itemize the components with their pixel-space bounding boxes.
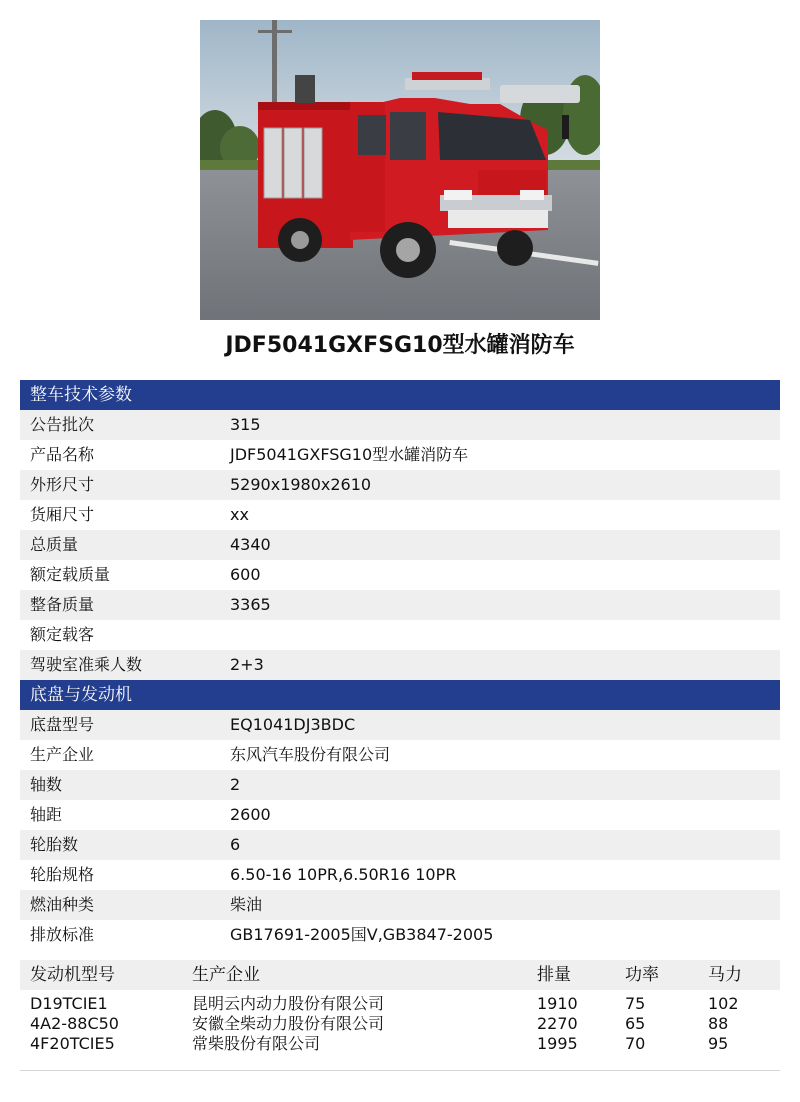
engine-displacement: 1910	[537, 994, 578, 1013]
spec-label: 产品名称	[30, 445, 95, 464]
spec-label: 外形尺寸	[30, 475, 95, 494]
spec-value: 东风汽车股份有限公司	[230, 745, 391, 764]
engine-header-model: 发动机型号	[30, 965, 115, 985]
engine-table-body	[20, 990, 780, 1054]
engine-header-maker: 生产企业	[192, 965, 260, 985]
engine-power: 75	[625, 994, 646, 1013]
section-header-chassis: 底盘与发动机	[20, 680, 780, 710]
engine-header-displacement: 排量	[537, 965, 571, 985]
spec-label: 额定载客	[30, 625, 95, 644]
engine-power: 65	[625, 1014, 646, 1033]
spec-value: 4340	[230, 535, 271, 554]
spec-row	[20, 470, 780, 500]
spec-value: GB17691-2005国Ⅴ,GB3847-2005	[230, 925, 494, 944]
spec-label: 总质量	[30, 535, 79, 554]
engine-header-horsepower: 马力	[708, 965, 742, 985]
spec-value: EQ1041DJ3BDC	[230, 715, 356, 734]
engine-horsepower: 88	[708, 1014, 729, 1033]
table-row	[20, 1034, 780, 1054]
spec-label: 整备质量	[30, 595, 95, 614]
spec-value: JDF5041GXFSG10型水罐消防车	[230, 445, 469, 464]
engine-maker: 昆明云内动力股份有限公司	[192, 994, 385, 1013]
spec-row	[20, 410, 780, 440]
spec-value: 315	[230, 415, 261, 434]
spec-value: 600	[230, 565, 261, 584]
section-header-vehicle: 整车技术参数	[20, 380, 780, 410]
spec-row	[20, 890, 780, 920]
spec-label: 驾驶室准乘人数	[30, 655, 143, 674]
spec-value: 6.50-16 10PR,6.50R16 10PR	[230, 865, 457, 884]
engine-maker: 常柴股份有限公司	[192, 1034, 321, 1053]
spec-row	[20, 620, 780, 650]
spec-label: 额定载质量	[30, 565, 111, 584]
spec-row	[20, 830, 780, 860]
engine-header-power: 功率	[625, 965, 659, 985]
engine-power: 70	[625, 1034, 646, 1053]
fire-truck-photo	[200, 20, 600, 320]
spec-label: 轮胎数	[30, 835, 79, 854]
spec-row	[20, 590, 780, 620]
spec-row	[20, 920, 780, 950]
spec-row	[20, 650, 780, 680]
spec-label: 公告批次	[30, 415, 95, 434]
engine-maker: 安徽全柴动力股份有限公司	[192, 1014, 385, 1033]
spec-row	[20, 530, 780, 560]
page-title: JDF5041GXFSG10型水罐消防车	[225, 333, 575, 358]
spec-label: 底盘型号	[30, 715, 95, 734]
spec-value: xx	[230, 505, 249, 524]
fire-truck-illustration	[200, 20, 600, 320]
engine-table	[20, 960, 780, 1071]
table-row	[20, 994, 780, 1014]
spec-row	[20, 500, 780, 530]
spec-label: 货厢尺寸	[30, 505, 95, 524]
spec-value: 3365	[230, 595, 271, 614]
spec-label: 轴距	[30, 805, 63, 824]
spec-value: 6	[230, 835, 241, 854]
spec-row	[20, 710, 780, 740]
spec-label: 燃油种类	[30, 895, 95, 914]
spec-value: 柴油	[230, 895, 263, 914]
engine-horsepower: 95	[708, 1034, 729, 1053]
engine-model: 4F20TCIE5	[30, 1034, 115, 1053]
spec-row	[20, 770, 780, 800]
spec-label: 轮胎规格	[30, 865, 95, 884]
engine-horsepower: 102	[708, 994, 739, 1013]
table-row	[20, 1014, 780, 1034]
spec-row	[20, 740, 780, 770]
spec-row	[20, 560, 780, 590]
engine-table-header	[20, 960, 780, 990]
spec-value: 2+3	[230, 655, 264, 674]
engine-displacement: 2270	[537, 1014, 578, 1033]
engine-model: D19TCIE1	[30, 994, 108, 1013]
spec-value: 2	[230, 775, 241, 794]
engine-model: 4A2-88C50	[30, 1014, 119, 1033]
spec-value: 2600	[230, 805, 271, 824]
spec-label: 生产企业	[30, 745, 95, 764]
spec-label: 轴数	[30, 775, 63, 794]
spec-row	[20, 440, 780, 470]
spec-row	[20, 800, 780, 830]
spec-table	[20, 380, 780, 950]
spec-row	[20, 860, 780, 890]
engine-displacement: 1995	[537, 1034, 578, 1053]
spec-label: 排放标准	[30, 925, 95, 944]
spec-value: 5290x1980x2610	[230, 475, 372, 494]
